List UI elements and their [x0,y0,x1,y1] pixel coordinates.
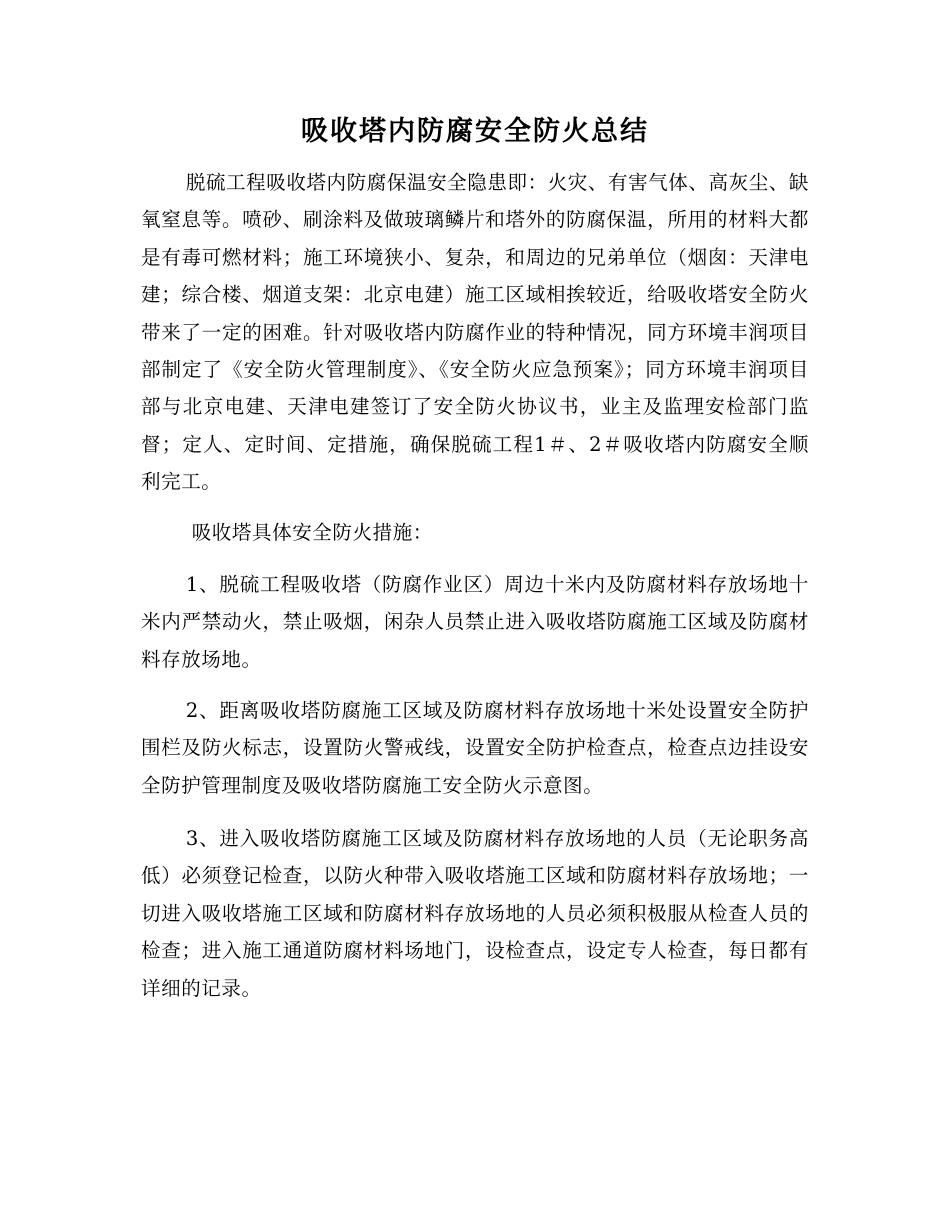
document-title: 吸收塔内防腐安全防火总结 [301,116,649,147]
paragraph-measures-heading: 吸收塔具体安全防火措施： [191,521,433,544]
paragraph-measure-3: 3、进入吸收塔防腐施工区域及防腐材料存放场地的人员（无论职务高低）必须登记检查，以防火种带入吸收塔施工区域和防腐材料存放场地；一切进入吸收塔施工区域和防腐材料存放场地的人员必须积极服从检查人员的检查；进入施工通道防腐材料场地门，设检查点，设定专人检查，每日都有详细的记录。 [141,827,809,1000]
paragraph-measure-1: 1、脱硫工程吸收塔（防腐作业区）周边十米内及防腐材料存放场地十米内严禁动火，禁止吸烟，闲杂人员禁止进入吸收塔防腐施工区域及防腐材料存放场地。 [141,573,809,671]
paragraph-intro: 脱硫工程吸收塔内防腐保温安全隐患即：火灾、有害气体、高灰尘、缺氧窒息等。喷砂、刷涂料及做玻璃鳞片和塔外的防腐保温，所用的材料大都是有毒可燃材料；施工环境狭小、复杂，和周边的兄弟单位（烟囱：天津电建；综合楼、烟道支架：北京电建）施工区域相挨较近，给吸收塔安全防火带来了一定的困难。针对吸收塔内防腐作业的特种情况，同方环境丰润项目部制定了《安全防火管理制度》、《安全防火应急预案》；同方环境丰润项目部与北京电建、天津电建签订了安全防火协议书，业主及监理安检部门监督；定人、定时间、定措施，确保脱硫工程1＃、2＃吸收塔内防腐安全顺利完工。 [141,171,809,494]
paragraph-measure-2: 2、距离吸收塔防腐施工区域及防腐材料存放场地十米处设置安全防护围栏及防火标志，设置防火警戒线，设置安全防护检查点，检查点边挂设安全防护管理制度及吸收塔防腐施工安全防火示意图。 [141,699,809,797]
